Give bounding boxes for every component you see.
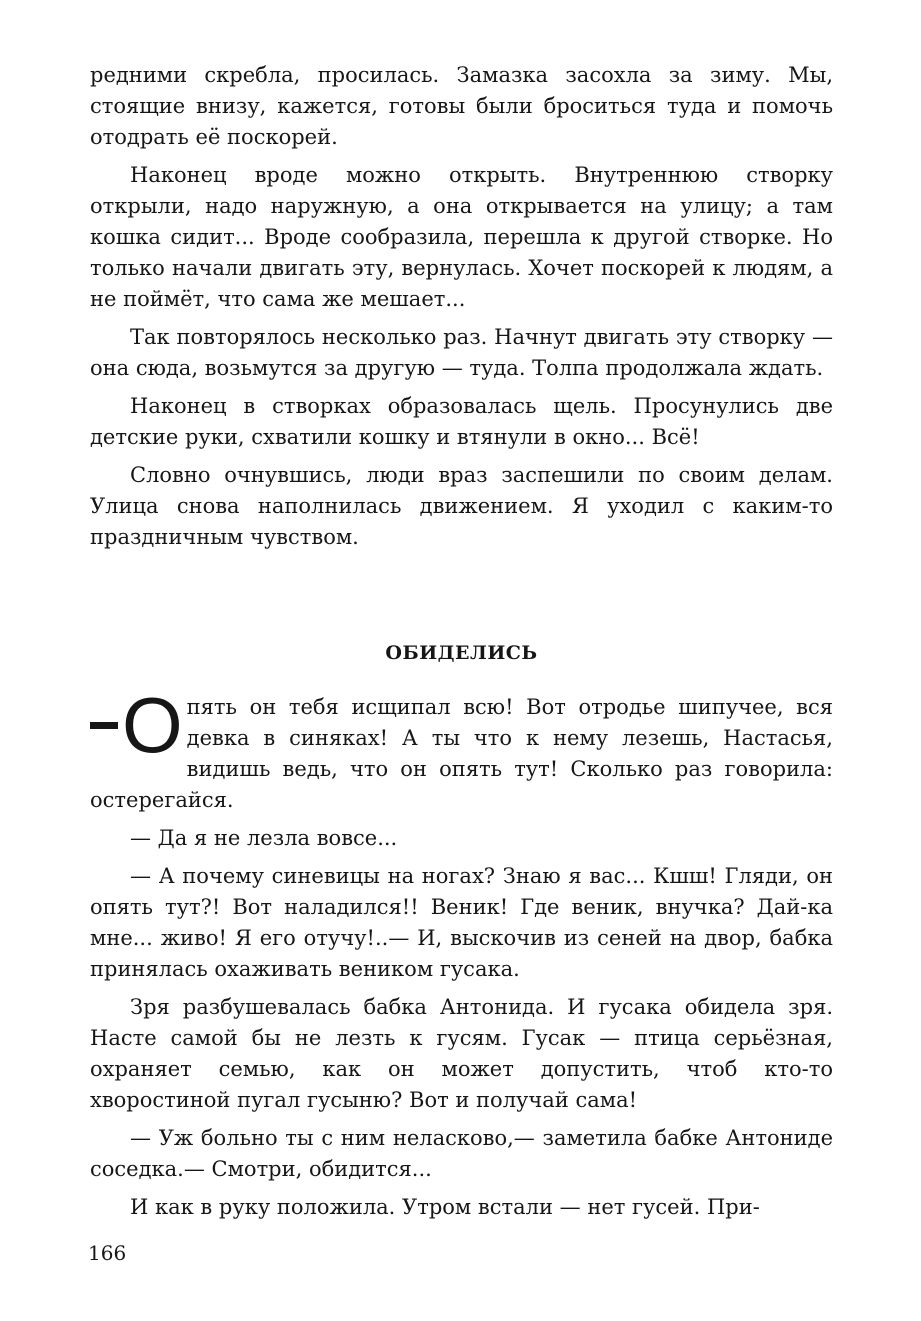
story2-paragraph-3: — А почему синевицы на ногах? Знаю я вас... Кшш! Гляди, он опять тут?! Вот наладился!! Веник! Где веник, внучка? Дай-ка мне... живо! Я его отучу!..— И, выскочив из сеней на двор, бабка принялась охаживать веником гусака.	[90, 864, 833, 981]
story1-paragraph-5: Словно очнувшись, люди враз заспешили по своим делам. Улица снова наполнилась движением. Я уходил с каким-то праздничным чувством.	[90, 463, 833, 549]
story2-paragraph-1-text: пять он тебя исщипал всю! Вот отродье шипучее, вся девка в синяках! А ты что к нему лезешь, Настасья, видишь ведь, что он опять тут! Сколько раз говорила: остерегайся.	[90, 695, 833, 812]
story1-paragraph-3: Так повторялось несколько раз. Начнут двигать эту створку — она сюда, возьмутся за другую — туда. Толпа продолжала ждать.	[90, 325, 833, 380]
chapter-title: ОБИДЕЛИСЬ	[385, 642, 538, 664]
book-page	[90, 60, 833, 1223]
story2-paragraph-4: Зря разбушевалась бабка Антонида. И гусака обидела зря. Насте самой бы не лезть к гусям. Гусак — птица серьёзная, охраняет семью, как он может допустить, чтоб кто-то хворостиной пугал гусыню? Вот и получай сама!	[90, 995, 833, 1112]
story1-paragraph-2: Наконец вроде можно открыть. Внутреннюю створку открыли, надо наружную, а она открывается на улицу; а там кошка сидит... Вроде сообразила, перешла к другой створке. Но только начали двигать эту, вернулась. Хочет поскорей к людям, а не поймёт, что сама же мешает...	[90, 163, 833, 311]
story1-paragraph-4: Наконец в створках образовалась щель. Просунулись две детские руки, схватили кошку и втянули в окно... Всё!	[90, 394, 833, 449]
story2-paragraph-1	[90, 681, 833, 816]
drop-cap-letter: О	[122, 681, 183, 769]
story2-paragraph-5: — Уж больно ты с ним неласково,— заметила бабке Антониде соседка.— Смотри, обидится...	[90, 1126, 833, 1181]
drop-cap-dash	[90, 722, 118, 729]
story2-paragraph-6: И как в руку положила. Утром встали — нет гусей. При-	[130, 1195, 760, 1219]
page-number: 166	[88, 1241, 127, 1265]
drop-cap	[90, 681, 183, 769]
story2-paragraph-2: — Да я не лезла вовсе...	[130, 826, 398, 850]
story1-paragraph-1: редними скребла, просилась. Замазка засохла за зиму. Мы, стоящие внизу, кажется, готовы были броситься туда и помочь отодрать её поскорей.	[90, 63, 833, 149]
